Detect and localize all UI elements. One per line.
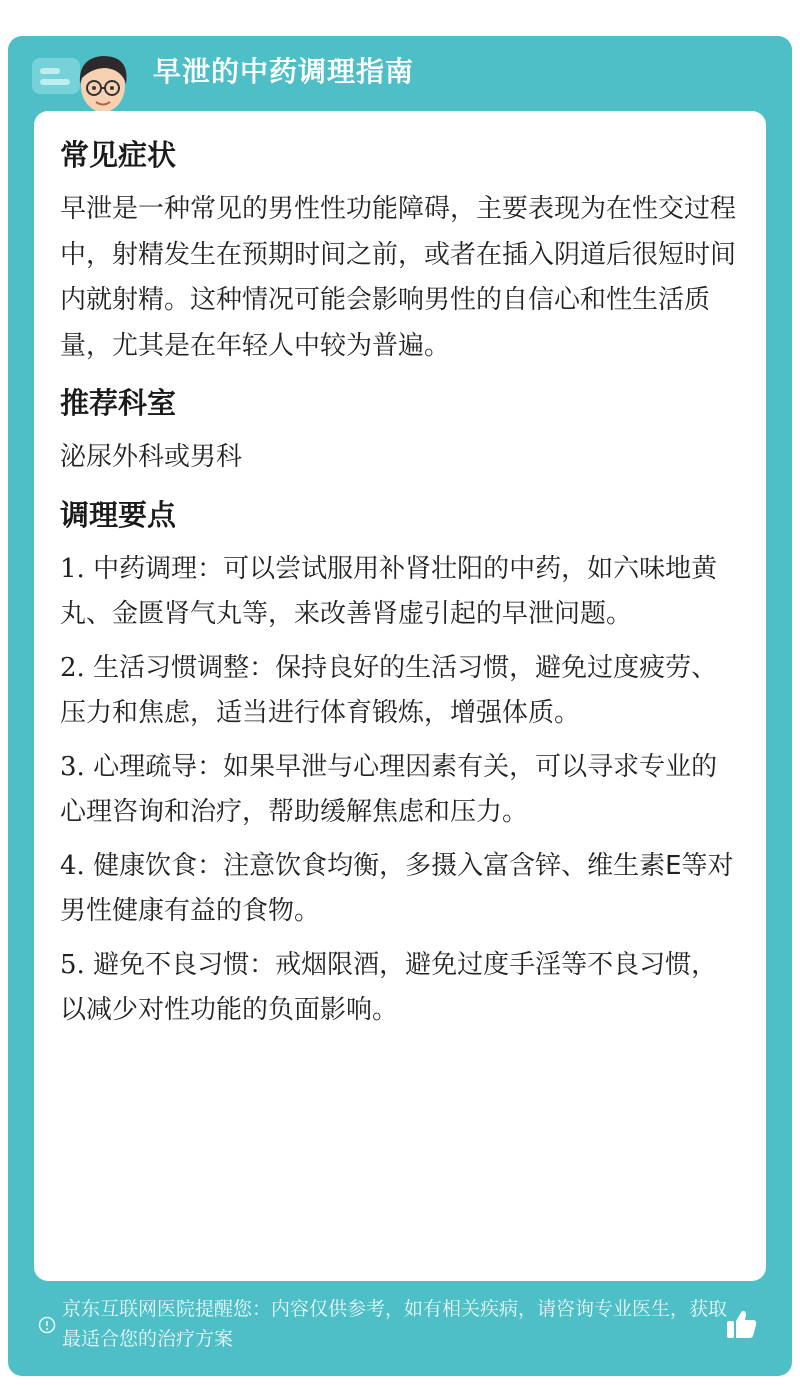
list-item — [60, 943, 742, 1034]
list-item — [60, 745, 742, 836]
department-text: 泌尿外科或男科 — [60, 442, 243, 472]
page-title: 早泄的中药调理指南 — [153, 55, 415, 88]
section-title-care: 调理要点 — [60, 497, 177, 532]
disclaimer-text: 京东互联网医院提醒您：内容仅供参考，如有相关疾病，请咨询专业医生，获取最适合您的治疗方案 — [62, 1298, 728, 1350]
guide-panel — [8, 36, 792, 1376]
item-number: 5. — [60, 949, 85, 980]
item-text: 避免不良习惯：戒烟限酒，避免过度手淫等不良习惯，以减少对性功能的负面影响。 — [60, 949, 718, 1025]
item-number: 1. — [60, 553, 85, 584]
item-text: 中药调理：可以尝试服用补肾壮阳的中药，如六味地黄丸、金匮肾气丸等，来改善肾虚引起的早泄问题。 — [60, 553, 718, 629]
section-title-department: 推荐科室 — [60, 386, 177, 420]
section-title-symptoms: 常见症状 — [60, 138, 177, 172]
item-text: 心理疏导：如果早泄与心理因素有关，可以寻求专业的心理咨询和治疗，帮助缓解焦虑和压力。 — [60, 751, 718, 827]
item-text: 健康饮食：注意饮食均衡，多摄入富含锌、维生素E等对男性健康有益的食物。 — [60, 850, 734, 926]
item-number: 4. — [60, 850, 85, 881]
item-number: 3. — [60, 751, 85, 782]
content-card — [34, 111, 766, 1281]
item-text: 生活习惯调整：保持良好的生活习惯，避免过度疲劳、压力和焦虑，适当进行体育锻炼，增强体质。 — [60, 652, 718, 728]
item-number: 2. — [60, 652, 85, 683]
symptoms-text: 早泄是一种常见的男性性功能障碍，主要表现为在性交过程中，射精发生在预期时间之前，或者在插入阴道后很短时间内就射精。这种情况可能会影响男性的自信心和性生活质量，尤其是在年轻人中较为普遍。 — [60, 194, 737, 361]
thumbs-up-icon[interactable] — [724, 1306, 760, 1342]
list-item — [60, 547, 742, 638]
info-icon — [38, 1316, 56, 1334]
list-item — [60, 646, 742, 737]
list-item — [60, 844, 742, 935]
